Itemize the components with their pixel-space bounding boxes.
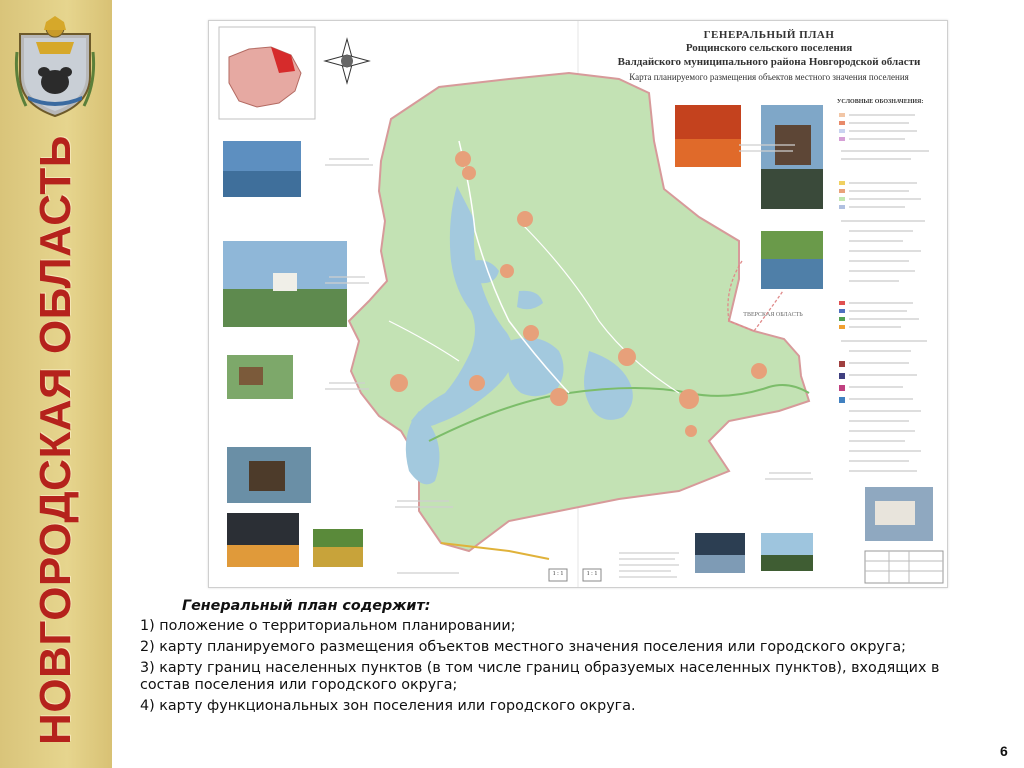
sidebar: [0, 0, 112, 768]
region-label: ТВЕРСКАЯ ОБЛАСТЬ: [743, 312, 803, 318]
map-drawing: [209, 21, 947, 587]
map-subtitle: Валдайского муниципального района Новгородской области: [617, 56, 921, 68]
contents-heading: Генеральный план содержит:: [182, 598, 431, 614]
list-item: 1) положение о территориальном планировании;: [140, 618, 516, 634]
legend-symbols: [839, 113, 845, 403]
map-subtitle: Рощинского сельского поселения: [685, 42, 853, 54]
map-title: ГЕНЕРАЛЬНЫЙ ПЛАН: [703, 29, 835, 41]
legend-title: УСЛОВНЫЕ ОБОЗНАЧЕНИЯ:: [837, 99, 924, 105]
list-item: 2) карту планируемого размещения объектов местного значения поселения или городского округа;: [140, 639, 906, 655]
map-subtitle: Карта планируемого размещения объектов местного значения поселения: [629, 72, 909, 82]
master-plan-map: [208, 20, 948, 588]
scale-label: 1 : 1: [586, 571, 598, 577]
list-item: 4) карту функциональных зон поселения или городского округа.: [140, 698, 636, 714]
compass-icon: [325, 39, 369, 83]
page-number: 6: [1000, 743, 1008, 759]
list-item: 3) карту границ населенных пунктов (в том числе границ образуемых населенных пунктов), входящих в состав поселения или городского округа;: [140, 660, 940, 693]
coat-of-arms-icon: [14, 12, 96, 120]
side-title: НОВГОРОДСКАЯ ОБЛАСТЬ: [31, 135, 80, 745]
scale-label: 1 : 1: [552, 571, 564, 577]
plan-contents: [140, 598, 990, 719]
